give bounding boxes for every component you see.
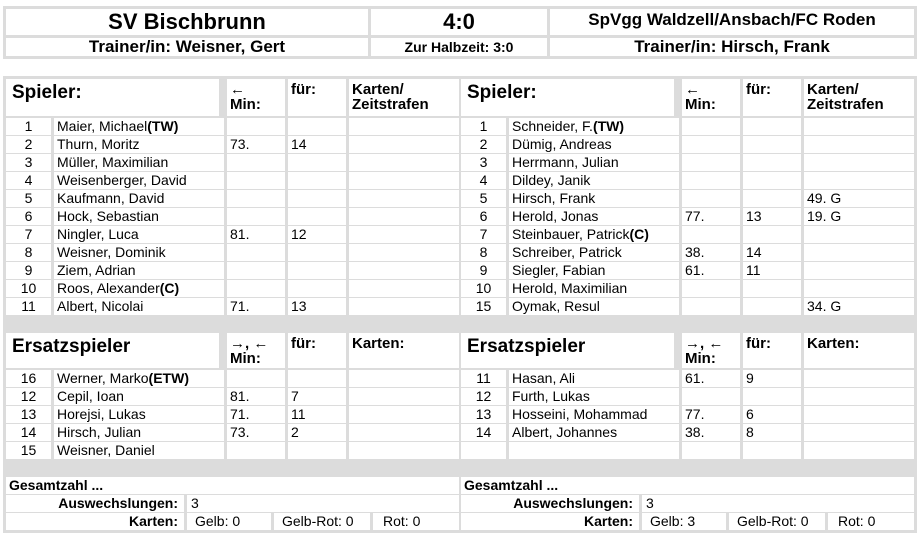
home-player-number: 2: [6, 136, 51, 153]
away-subs-count-label: Auswechslungen:: [461, 495, 639, 512]
home-player-for: [288, 208, 346, 225]
arrow-right-left-icon: →, ←: [685, 335, 724, 352]
home-player-cards: [349, 280, 459, 297]
away-subs-cards-header: Karten:: [804, 333, 914, 368]
away-sub-min: [682, 442, 740, 459]
home-player-name: [54, 226, 224, 243]
away-cards-header: [804, 79, 914, 116]
player-name-text: Albert, Nicolai: [57, 298, 144, 314]
home-player-name: [54, 190, 224, 207]
sub-name-text: Weisner, Daniel: [57, 442, 155, 458]
away-player-min: 61.: [682, 262, 740, 279]
home-subs-cards-header: Karten:: [349, 333, 459, 368]
away-sub-number: 11: [461, 370, 506, 387]
player-name-text: Schreiber, Patrick: [512, 244, 622, 260]
arrow-left-icon: ←: [685, 81, 700, 98]
home-player-for: 14: [288, 136, 346, 153]
away-player-number: 10: [461, 280, 506, 297]
away-min-out-header: [682, 79, 740, 116]
away-player-for: [743, 154, 801, 171]
home-player-name: [54, 208, 224, 225]
player-name-text: Müller, Maximilian: [57, 154, 169, 170]
away-player-number: 5: [461, 190, 506, 207]
home-sub-min: [227, 442, 285, 459]
away-sub-number: [461, 442, 506, 459]
away-player-name: [509, 262, 679, 279]
away-player-number: 9: [461, 262, 506, 279]
away-for-header: für:: [743, 79, 801, 116]
away-player-min: 38.: [682, 244, 740, 261]
sub-name-text: Cepil, Ioan: [57, 388, 124, 404]
away-player-number: 1: [461, 118, 506, 135]
away-player-name: [509, 280, 679, 297]
final-score: 4:0: [371, 9, 547, 35]
away-player-min: [682, 226, 740, 243]
home-yellow-red-count: Gelb-Rot: 0: [274, 513, 370, 530]
away-player-for: 14: [743, 244, 801, 261]
home-player-name: [54, 244, 224, 261]
away-player-name: [509, 208, 679, 225]
cards-label-2: Zeitstrafen: [352, 96, 429, 113]
arrow-left-icon: ←: [230, 81, 245, 98]
home-sub-number: 16: [6, 370, 51, 387]
away-player-number: 3: [461, 154, 506, 171]
away-player-min: [682, 172, 740, 189]
min-label: Min:: [685, 350, 716, 367]
home-player-number: 10: [6, 280, 51, 297]
away-player-min: [682, 190, 740, 207]
away-sub-name: [509, 442, 679, 459]
home-sub-number: 12: [6, 388, 51, 405]
away-player-min: [682, 280, 740, 297]
home-player-for: [288, 154, 346, 171]
home-sub-cards: [349, 388, 459, 405]
home-player-number: 3: [6, 154, 51, 171]
away-sub-cards: [804, 442, 914, 459]
away-player-name: [509, 298, 679, 315]
home-red-count: Rot: 0: [373, 513, 459, 530]
away-sub-for: [743, 442, 801, 459]
home-player-min: [227, 280, 285, 297]
away-player-cards: [804, 136, 914, 153]
away-total-label: Gesamtzahl ...: [461, 477, 914, 494]
away-sub-name: [509, 406, 679, 423]
away-player-cards: [804, 262, 914, 279]
player-role-tag: (TW): [147, 118, 179, 134]
home-sub-min: 71.: [227, 406, 285, 423]
home-sub-name: [54, 406, 224, 423]
home-sub-for: [288, 442, 346, 459]
player-name-text: Ningler, Luca: [57, 226, 139, 242]
home-player-for: [288, 262, 346, 279]
home-player-cards: [349, 136, 459, 153]
home-player-name: [54, 298, 224, 315]
sub-name-text: Albert, Johannes: [512, 424, 618, 440]
player-name-text: Roos, Alexander: [57, 280, 160, 296]
away-subs-count-value: 3: [642, 495, 914, 512]
away-player-cards: [804, 226, 914, 243]
player-name-text: Steinbauer, Patrick: [512, 226, 630, 242]
player-name-text: Kaufmann, David: [57, 190, 165, 206]
player-name-text: Siegler, Fabian: [512, 262, 606, 278]
home-player-for: [288, 172, 346, 189]
player-name-text: Schneider, F.: [512, 118, 593, 134]
away-player-for: [743, 118, 801, 135]
player-name-text: Thurn, Moritz: [57, 136, 140, 152]
sub-name-text: Furth, Lukas: [512, 388, 590, 404]
home-player-min: [227, 172, 285, 189]
away-sub-number: 12: [461, 388, 506, 405]
home-sub-for: 7: [288, 388, 346, 405]
home-player-number: 1: [6, 118, 51, 135]
away-player-cards: [804, 172, 914, 189]
away-player-name: [509, 154, 679, 171]
home-sub-min: 81.: [227, 388, 285, 405]
halftime-score: Zur Halbzeit: 3:0: [371, 38, 547, 56]
home-player-number: 5: [6, 190, 51, 207]
away-sub-for: 9: [743, 370, 801, 387]
away-sub-min: 38.: [682, 424, 740, 441]
away-cards-total-label: Karten:: [461, 513, 639, 530]
player-role-tag: (C): [159, 280, 180, 296]
away-sub-name: [509, 424, 679, 441]
home-player-min: [227, 154, 285, 171]
home-sub-for: 11: [288, 406, 346, 423]
away-player-name: [509, 118, 679, 135]
away-player-number: 4: [461, 172, 506, 189]
home-player-cards: [349, 226, 459, 243]
away-player-number: 15: [461, 298, 506, 315]
away-player-cards: [804, 118, 914, 135]
home-player-cards: [349, 298, 459, 315]
home-player-cards: [349, 190, 459, 207]
home-sub-name: [54, 370, 224, 387]
home-player-number: 7: [6, 226, 51, 243]
away-sub-min: 61.: [682, 370, 740, 387]
home-yellow-count: Gelb: 0: [187, 513, 271, 530]
away-player-name: [509, 244, 679, 261]
home-player-min: [227, 118, 285, 135]
away-players-heading: Spieler:: [461, 79, 674, 116]
home-player-min: 81.: [227, 226, 285, 243]
sub-name-text: Hosseini, Mohammad: [512, 406, 648, 422]
away-player-name: [509, 136, 679, 153]
player-name-text: Ziem, Adrian: [57, 262, 136, 278]
home-player-number: 11: [6, 298, 51, 315]
sub-name-text: Hasan, Ali: [512, 370, 576, 386]
away-yellow-count: Gelb: 3: [642, 513, 726, 530]
away-sub-min: 77.: [682, 406, 740, 423]
away-player-min: 77.: [682, 208, 740, 225]
home-subs-for-header: für:: [288, 333, 346, 368]
away-sub-cards: [804, 388, 914, 405]
away-subs-for-header: für:: [743, 333, 801, 368]
home-sub-min: 73.: [227, 424, 285, 441]
home-sub-cards: [349, 406, 459, 423]
away-player-for: [743, 226, 801, 243]
home-player-min: [227, 262, 285, 279]
home-player-min: [227, 244, 285, 261]
away-player-cards: [804, 244, 914, 261]
home-player-cards: [349, 208, 459, 225]
home-sub-number: 15: [6, 442, 51, 459]
home-subs-count-label: Auswechslungen:: [6, 495, 184, 512]
away-team-name: SpVgg Waldzell/Ansbach/FC Roden: [550, 9, 914, 35]
home-player-number: 8: [6, 244, 51, 261]
cards-label-2: Zeitstrafen: [807, 96, 884, 113]
home-sub-cards: [349, 424, 459, 441]
home-player-min: 73.: [227, 136, 285, 153]
player-role-tag: (TW): [592, 118, 625, 134]
away-sub-for: 6: [743, 406, 801, 423]
home-player-number: 6: [6, 208, 51, 225]
home-team-name: SV Bischbrunn: [6, 9, 368, 35]
home-min-in-header: [227, 333, 285, 368]
sub-role-tag: (ETW): [148, 370, 189, 386]
home-player-cards: [349, 262, 459, 279]
away-player-name: [509, 190, 679, 207]
away-player-number: 2: [461, 136, 506, 153]
away-player-for: [743, 190, 801, 207]
player-name-text: Weisenberger, David: [57, 172, 187, 188]
home-total-label: Gesamtzahl ...: [6, 477, 459, 494]
min-label: Min:: [230, 350, 261, 367]
home-player-number: 4: [6, 172, 51, 189]
player-name-text: Hock, Sebastian: [57, 208, 159, 224]
away-yellow-red-count: Gelb-Rot: 0: [729, 513, 825, 530]
away-sub-min: [682, 388, 740, 405]
away-red-count: Rot: 0: [828, 513, 914, 530]
player-name-text: Oymak, Resul: [512, 298, 600, 314]
away-sub-number: 14: [461, 424, 506, 441]
min-label: Min:: [685, 96, 716, 113]
away-player-for: [743, 172, 801, 189]
cards-label-1: Karten/: [807, 81, 859, 98]
away-player-min: [682, 118, 740, 135]
home-player-for: 12: [288, 226, 346, 243]
cards-label-1: Karten/: [352, 81, 404, 98]
away-player-number: 7: [461, 226, 506, 243]
away-player-cards: 34. G: [804, 298, 914, 315]
home-players-heading: Spieler:: [6, 79, 219, 116]
sub-name-text: Horejsi, Lukas: [57, 406, 146, 422]
home-player-name: [54, 118, 224, 135]
away-subs-heading: Ersatzspieler: [461, 333, 674, 368]
away-sub-for: [743, 388, 801, 405]
home-player-number: 9: [6, 262, 51, 279]
player-name-text: Hirsch, Frank: [512, 190, 596, 206]
home-player-cards: [349, 244, 459, 261]
player-role-tag: (C): [629, 226, 649, 242]
home-subs-heading: Ersatzspieler: [6, 333, 219, 368]
home-sub-for: [288, 370, 346, 387]
away-sub-name: [509, 388, 679, 405]
home-sub-number: 14: [6, 424, 51, 441]
player-name-text: Dildey, Janik: [512, 172, 591, 188]
away-player-min: [682, 154, 740, 171]
player-name-text: Herold, Maximilian: [512, 280, 628, 296]
away-sub-for: 8: [743, 424, 801, 441]
home-sub-min: [227, 370, 285, 387]
away-trainer: Trainer/in: Hirsch, Frank: [550, 38, 914, 56]
home-sub-number: 13: [6, 406, 51, 423]
away-player-cards: 49. G: [804, 190, 914, 207]
away-player-min: [682, 136, 740, 153]
away-sub-cards: [804, 406, 914, 423]
home-player-cards: [349, 172, 459, 189]
home-player-min: 71.: [227, 298, 285, 315]
away-player-for: [743, 280, 801, 297]
away-player-cards: [804, 154, 914, 171]
home-sub-cards: [349, 442, 459, 459]
away-player-number: 6: [461, 208, 506, 225]
away-sub-number: 13: [461, 406, 506, 423]
player-name-text: Herold, Jonas: [512, 208, 599, 224]
arrow-right-left-icon: →, ←: [230, 335, 269, 352]
away-player-for: [743, 298, 801, 315]
home-player-name: [54, 280, 224, 297]
home-min-out-header: [227, 79, 285, 116]
away-player-for: 13: [743, 208, 801, 225]
home-subs-count-value: 3: [187, 495, 459, 512]
player-name-text: Herrmann, Julian: [512, 154, 619, 170]
home-player-cards: [349, 118, 459, 135]
home-player-for: [288, 244, 346, 261]
home-player-name: [54, 136, 224, 153]
player-name-text: Maier, Michael: [57, 118, 148, 134]
home-player-name: [54, 172, 224, 189]
home-sub-name: [54, 424, 224, 441]
home-player-for: 13: [288, 298, 346, 315]
sub-name-text: Werner, Marko: [57, 370, 149, 386]
home-player-name: [54, 262, 224, 279]
home-cards-header: [349, 79, 459, 116]
away-player-number: 8: [461, 244, 506, 261]
away-sub-cards: [804, 424, 914, 441]
home-for-header: für:: [288, 79, 346, 116]
home-player-min: [227, 208, 285, 225]
home-sub-cards: [349, 370, 459, 387]
home-player-for: [288, 280, 346, 297]
home-player-name: [54, 154, 224, 171]
away-player-name: [509, 226, 679, 243]
player-name-text: Dümig, Andreas: [512, 136, 612, 152]
home-sub-for: 2: [288, 424, 346, 441]
away-player-for: [743, 136, 801, 153]
away-player-for: 11: [743, 262, 801, 279]
away-sub-name: [509, 370, 679, 387]
sub-name-text: Hirsch, Julian: [57, 424, 142, 440]
away-sub-cards: [804, 370, 914, 387]
home-sub-name: [54, 442, 224, 459]
away-min-in-header: [682, 333, 740, 368]
away-player-name: [509, 172, 679, 189]
home-player-min: [227, 190, 285, 207]
home-player-for: [288, 190, 346, 207]
home-player-for: [288, 118, 346, 135]
away-player-min: [682, 298, 740, 315]
home-cards-total-label: Karten:: [6, 513, 184, 530]
home-trainer: Trainer/in: Weisner, Gert: [6, 38, 368, 56]
home-player-cards: [349, 154, 459, 171]
home-sub-name: [54, 388, 224, 405]
min-label: Min:: [230, 96, 261, 113]
away-player-cards: [804, 280, 914, 297]
away-player-cards: 19. G: [804, 208, 914, 225]
player-name-text: Weisner, Dominik: [57, 244, 166, 260]
